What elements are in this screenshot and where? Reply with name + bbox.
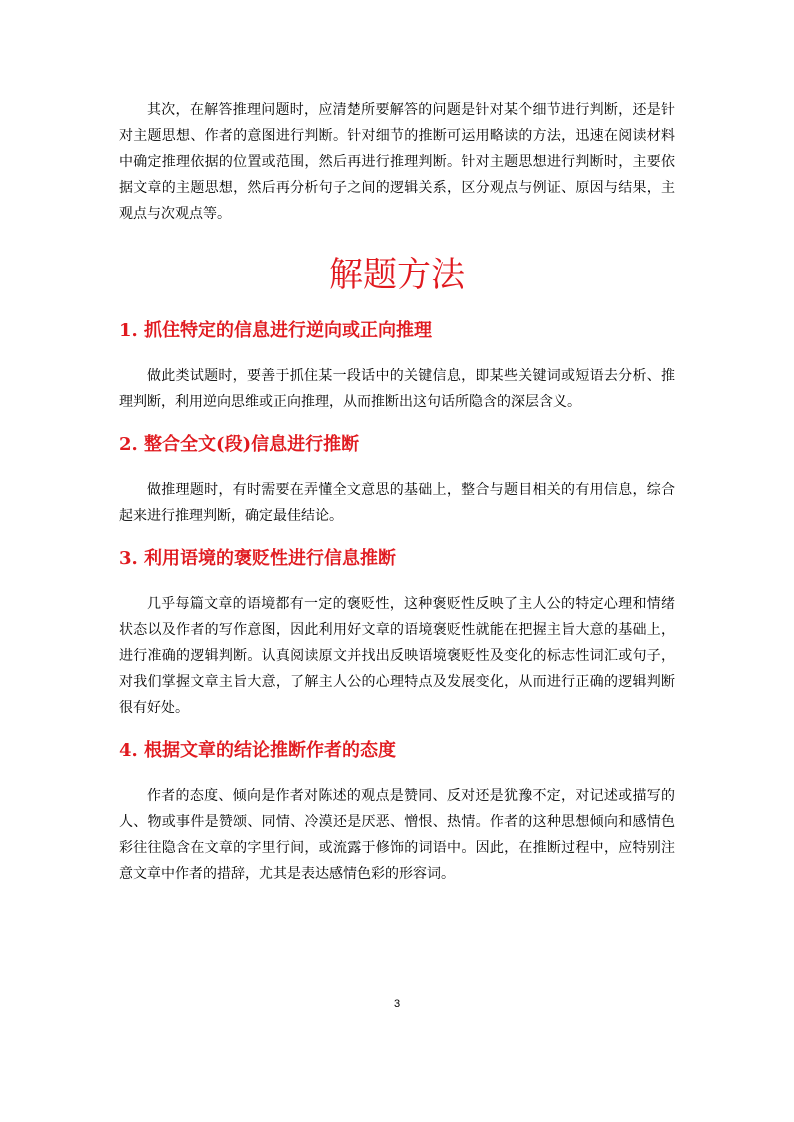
section-3: [119, 545, 675, 721]
section-body-2: 做推理题时，有时需要在弄懂全文意思的基础上，整合与题目相关的有用信息，综合起来进行推理判断，确定最佳结论。: [119, 482, 675, 524]
section-heading-4: 4. 根据文章的结论推断作者的态度: [119, 740, 397, 761]
section-2: [119, 431, 675, 529]
section-4: [119, 737, 675, 887]
section-body-3: 几乎每篇文章的语境都有一定的褒贬性，这种褒贬性反映了主人公的特定心理和情绪状态以及作者的写作意图，因此利用好文章的语境褒贬性就能在把握主旨大意的基础上，进行准确的逻辑判断。认真阅读原文并找出反映语境褒贬性及变化的标志性词汇或句子，对我们掌握文章主旨大意，了解主人公的心理特点及发展变化，从而进行正确的逻辑判断很有好处。: [119, 596, 675, 716]
page-content: [119, 97, 675, 903]
section-body-1: 做此类试题时，要善于抓住某一段话中的关键信息，即某些关键词或短语去分析、推理判断，利用逆向思维或正向推理，从而推断出这句话所隐含的深层含义。: [119, 368, 675, 410]
section-heading-3: 3. 利用语境的褒贬性进行信息推断: [119, 548, 397, 569]
intro-paragraph: 其次，在解答推理问题时，应清楚所要解答的问题是针对某个细节进行判断，还是针对主题思想、作者的意图进行判断。针对细节的推断可运用略读的方法，迅速在阅读材料中确定推理依据的位置或范围，然后再进行推理判断。针对主题思想进行判断时，主要依据文章的主题思想，然后再分析句子之间的逻辑关系，区分观点与例证、原因与结果，主观点与次观点等。: [119, 102, 675, 222]
section-1: [119, 317, 675, 415]
section-body-4: 作者的态度、倾向是作者对陈述的观点是赞同、反对还是犹豫不定，对记述或描写的人、物或事件是赞颂、同情、冷漠还是厌恶、憎恨、热情。作者的这种思想倾向和感情色彩往往隐含在文章的字里行间，或流露于修饰的词语中。因此，在推断过程中，应特别注意文章中作者的措辞，尤其是表达感情色彩的形容词。: [119, 788, 675, 882]
section-heading-2: 2. 整合全文(段)信息进行推断: [119, 434, 360, 455]
section-heading-1: 1. 抓住特定的信息进行逆向或正向推理: [119, 320, 433, 341]
page-number: 3: [393, 998, 401, 1010]
main-title: 解题方法: [329, 255, 465, 295]
